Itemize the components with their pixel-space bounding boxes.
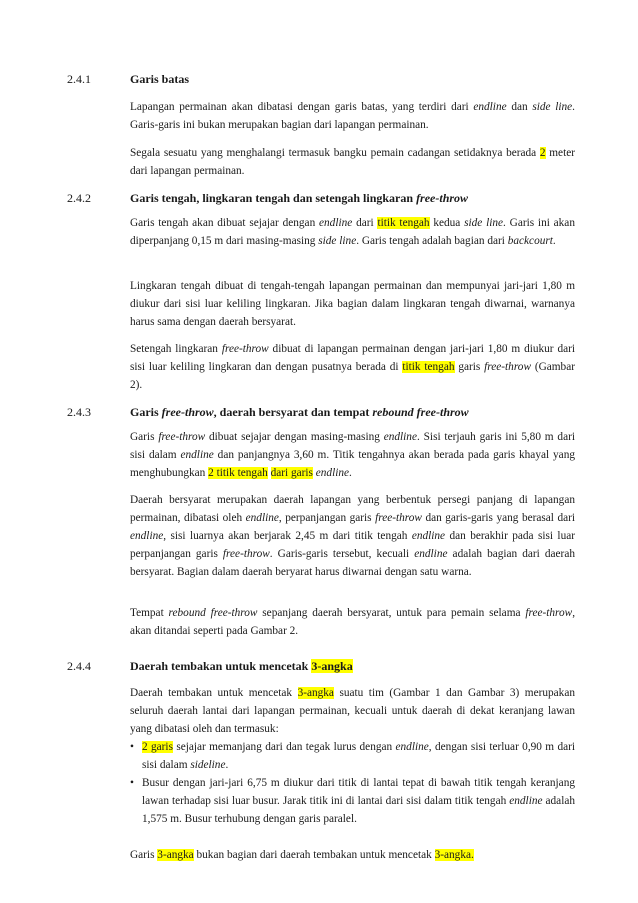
paragraph: Garis tengah akan dibuat sejajar dengan endline dari titik tengah kedua side line. Garis ini akan diperpanjang 0,15 m dari masing-masing side line. Garis tengah adalah bagian dari backcourt.: [130, 217, 575, 247]
section-title: Garis batas: [130, 72, 190, 86]
section-number: 2.4.2: [67, 191, 91, 205]
highlight: 3-angka: [297, 687, 334, 699]
paragraph: Tempat rebound free-throw sepanjang daerah bersyarat, untuk para pemain selama free-throw, akan ditandai seperti pada Gambar 2.: [130, 607, 576, 637]
bullet-icon: •: [130, 741, 134, 753]
paragraph: Segala sesuatu yang menghalangi termasuk bangku pemain cadangan setidaknya berada 2 meter dari lapangan permainan.: [130, 147, 575, 177]
highlight: titik tengah: [402, 361, 455, 373]
paragraph: Daerah tembakan untuk mencetak 3-angka suatu tim (Gambar 1 dan Gambar 3) merupakan seluruh daerah lantai dari lapangan permainan, kecuali untuk daerah di dekat keranjang lawan yang dibatasi oleh dan termasuk:: [130, 687, 575, 735]
highlight: dari garis: [270, 467, 313, 479]
paragraph: Garis 3-angka bukan bagian dari daerah tembakan untuk mencetak 3-angka.: [130, 849, 474, 861]
list-item: • Busur dengan jari-jari 6,75 m diukur dari titik di lantai tepat di bawah titik tengah keranjang lawan terhadap sisi luar busur. Jarak titik ini di lantai dari sisi dalam titik tengah endline adalah 1,575 m. Busur terhubung dengan garis paralel.: [130, 774, 575, 828]
highlight: 2 garis: [142, 741, 173, 753]
section-number: 2.4.4: [67, 659, 91, 673]
highlight: titik tengah: [377, 217, 430, 229]
section-title: Garis free-throw, daerah bersyarat dan tempat rebound free-throw: [130, 405, 469, 419]
highlight: 3-angka: [311, 659, 353, 673]
paragraph: Setengah lingkaran free-throw dibuat di lapangan permainan dengan jari-jari 1,80 m diukur dari sisi luar keliling lingkaran dan dengan pusatnya berada di titik tengah garis free-throw (Gambar 2).: [130, 343, 576, 391]
section-number: 2.4.1: [67, 72, 91, 86]
section-number: 2.4.3: [67, 405, 91, 419]
highlight: 2 titik tengah: [208, 467, 268, 479]
highlight: 2: [539, 147, 546, 159]
paragraph: Lapangan permainan akan dibatasi dengan garis batas, yang terdiri dari endline dan side line. Garis-garis ini bukan merupakan bagian dari lapangan permainan.: [130, 101, 575, 131]
section-title: Daerah tembakan untuk mencetak 3-angka: [130, 659, 353, 673]
paragraph: Daerah bersyarat merupakan daerah lapangan yang berbentuk persegi panjang di lapangan permainan, dibatasi oleh endline, perpanjangan garis free-throw dan garis-garis yang berasal dari endline, sisi luarnya akan berjarak 2,45 m dari titik tengah endline dan berakhir pada sisi luar perpanjangan garis free-throw. Garis-garis tersebut, kecuali endline adalah bagian dari daerah bersyarat. Bagian dalam daerah beryarat harus diwarnai dengan satu warna.: [130, 494, 576, 578]
highlight: 3-angka: [157, 849, 194, 861]
section-title: Garis tengah, lingkaran tengah dan setengah lingkaran free-throw: [130, 191, 469, 205]
paragraph: Lingkaran tengah dibuat di tengah-tengah lapangan permainan dan mempunyai jari-jari 1,80 m diukur dari sisi luar keliling lingkaran. Jika bagian dalam lingkaran tengah diwarnai, warnanya harus sama dengan daerah bersyarat.: [130, 280, 575, 328]
highlight: 3-angka.: [434, 849, 474, 861]
list-item: • 2 garis sejajar memanjang dari dan tegak lurus dengan endline, dengan sisi terluar 0,90 m dari sisi dalam sideline.: [130, 738, 575, 774]
bullet-icon: •: [130, 777, 134, 789]
paragraph: Garis free-throw dibuat sejajar dengan masing-masing endline. Sisi terjauh garis ini 5,80 m dari sisi dalam endline dan panjangnya 3,60 m. Titik tengahnya akan berada pada garis khayal yang menghubungkan 2 titik tengah dari garis endline.: [130, 431, 575, 479]
